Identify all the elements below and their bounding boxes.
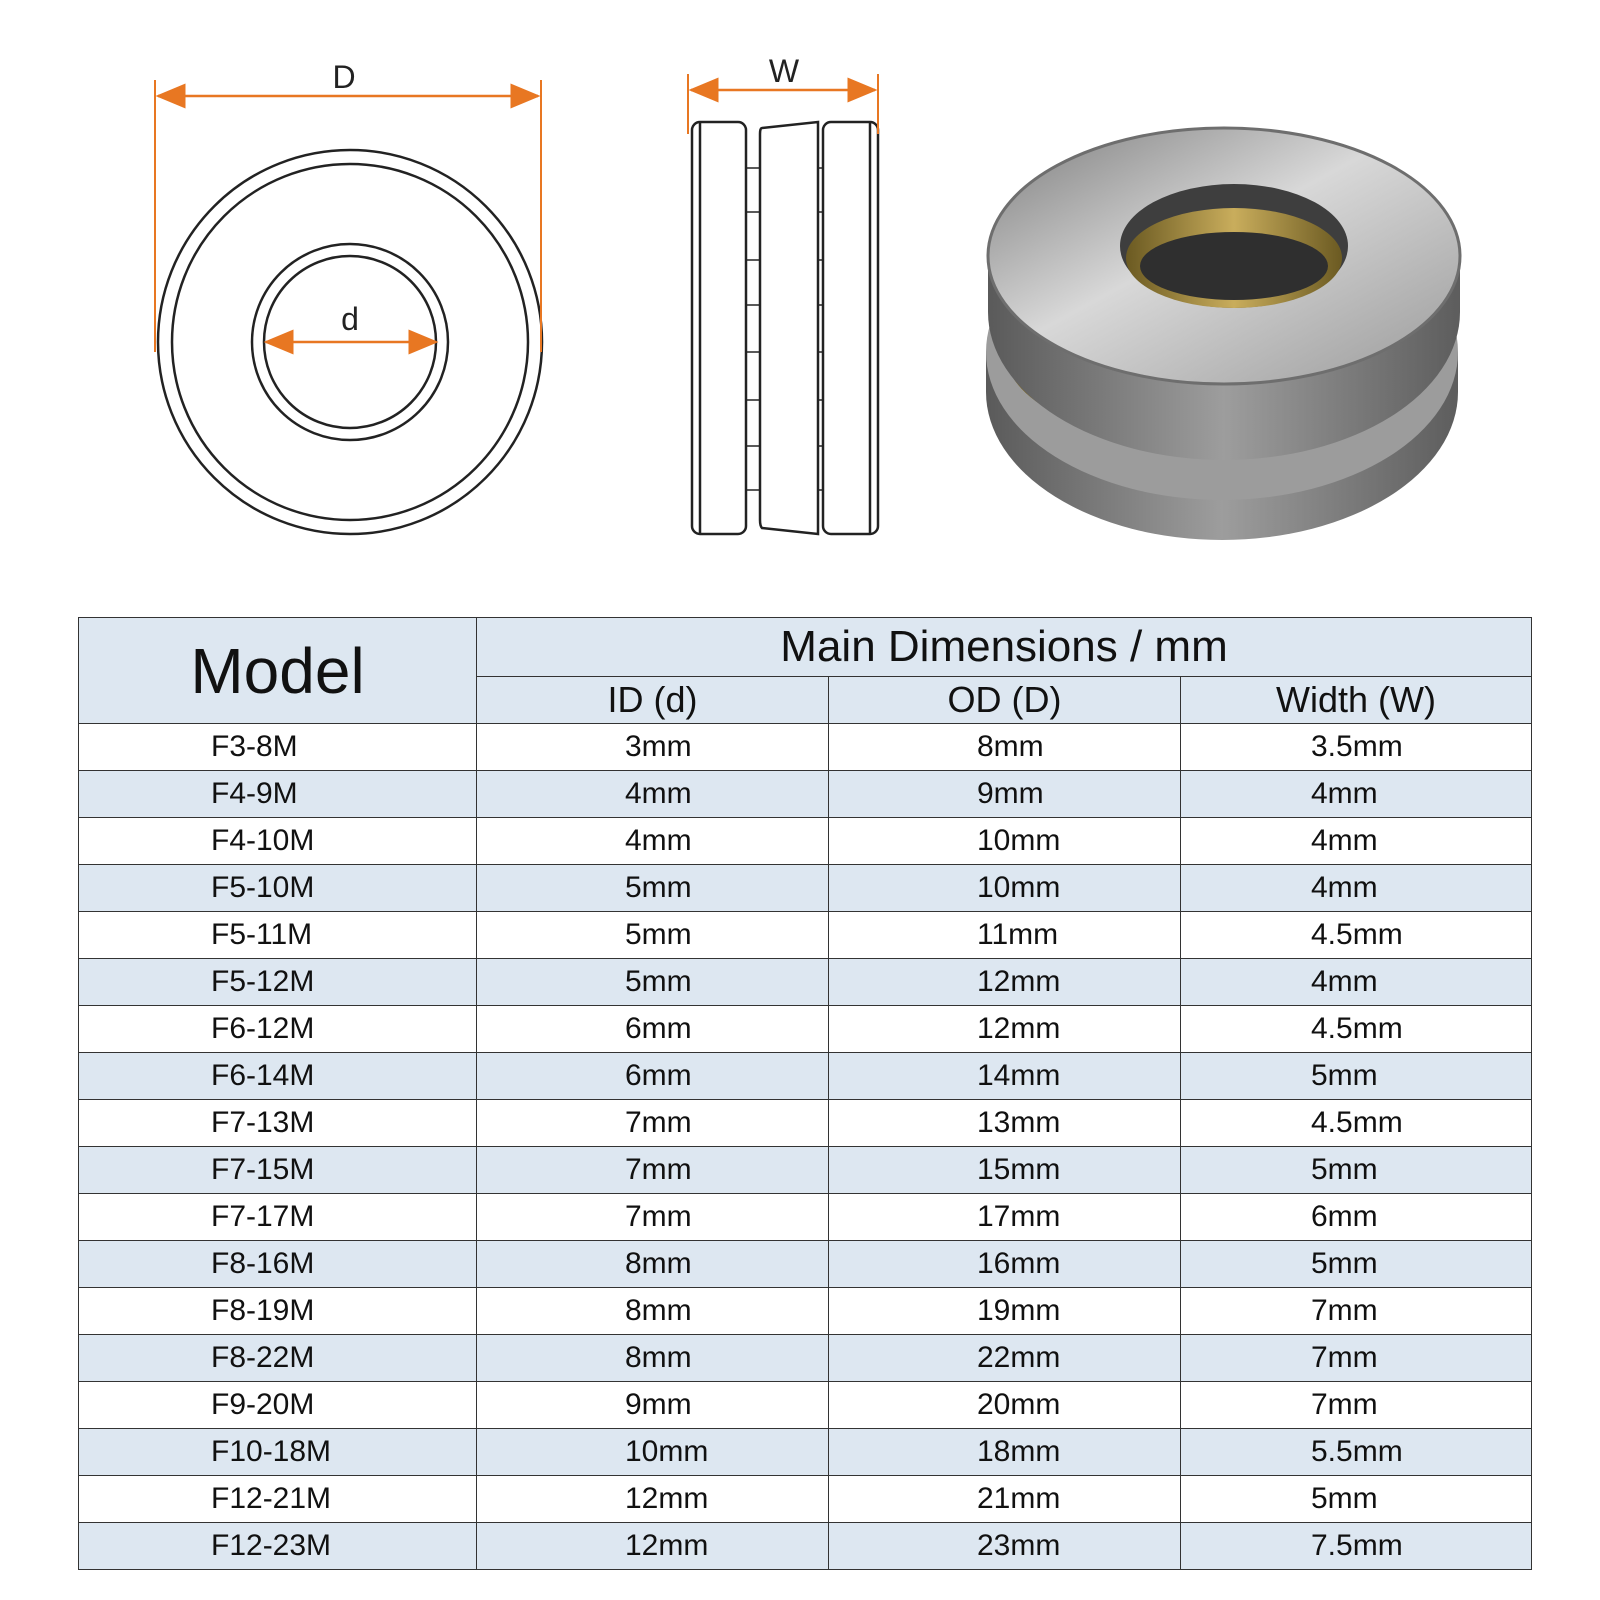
width-column-header: Width (W): [1181, 677, 1532, 724]
width-cell: 4mm: [1181, 959, 1532, 1006]
table-row: [79, 1194, 1532, 1241]
od-label: D: [332, 59, 356, 95]
dimensions-table: [78, 617, 1532, 1570]
model-cell: F8-19M: [79, 1288, 477, 1335]
od-cell: 9mm: [829, 771, 1181, 818]
id-cell: 12mm: [477, 1523, 829, 1570]
table-row: [79, 1053, 1532, 1100]
od-cell: 21mm: [829, 1476, 1181, 1523]
model-cell: F9-20M: [79, 1382, 477, 1429]
id-label: d: [341, 301, 359, 337]
table-row: [79, 912, 1532, 959]
model-cell: F7-15M: [79, 1147, 477, 1194]
width-cell: 5mm: [1181, 1476, 1532, 1523]
od-cell: 17mm: [829, 1194, 1181, 1241]
od-cell: 23mm: [829, 1523, 1181, 1570]
id-cell: 8mm: [477, 1241, 829, 1288]
model-cell: F5-10M: [79, 865, 477, 912]
id-cell: 5mm: [477, 912, 829, 959]
width-label: W: [768, 53, 800, 89]
id-cell: 6mm: [477, 1053, 829, 1100]
model-cell: F4-10M: [79, 818, 477, 865]
model-cell: F7-17M: [79, 1194, 477, 1241]
id-cell: 4mm: [477, 818, 829, 865]
model-cell: F7-13M: [79, 1100, 477, 1147]
table-row: [79, 1288, 1532, 1335]
width-cell: 5mm: [1181, 1053, 1532, 1100]
table-row: [79, 959, 1532, 1006]
od-cell: 13mm: [829, 1100, 1181, 1147]
model-cell: F6-14M: [79, 1053, 477, 1100]
front-view: [155, 59, 542, 534]
width-cell: 5mm: [1181, 1241, 1532, 1288]
od-cell: 16mm: [829, 1241, 1181, 1288]
width-cell: 4.5mm: [1181, 1006, 1532, 1053]
table-row: [79, 1382, 1532, 1429]
od-cell: 10mm: [829, 818, 1181, 865]
id-cell: 4mm: [477, 771, 829, 818]
side-view: [688, 74, 878, 534]
table-row: [79, 1523, 1532, 1570]
width-cell: 7mm: [1181, 1335, 1532, 1382]
od-cell: 22mm: [829, 1335, 1181, 1382]
id-cell: 8mm: [477, 1288, 829, 1335]
od-cell: 8mm: [829, 724, 1181, 771]
model-cell: F3-8M: [79, 724, 477, 771]
od-cell: 15mm: [829, 1147, 1181, 1194]
model-cell: F4-9M: [79, 771, 477, 818]
id-cell: 6mm: [477, 1006, 829, 1053]
main-dimensions-header: Main Dimensions / mm: [477, 618, 1532, 677]
table-row: [79, 865, 1532, 912]
model-cell: F8-22M: [79, 1335, 477, 1382]
width-cell: 4mm: [1181, 865, 1532, 912]
id-cell: 7mm: [477, 1194, 829, 1241]
od-cell: 18mm: [829, 1429, 1181, 1476]
id-cell: 7mm: [477, 1147, 829, 1194]
id-cell: 12mm: [477, 1476, 829, 1523]
id-cell: 8mm: [477, 1335, 829, 1382]
width-cell: 4.5mm: [1181, 912, 1532, 959]
width-cell: 3.5mm: [1181, 724, 1532, 771]
id-cell: 9mm: [477, 1382, 829, 1429]
bearing-diagrams: [0, 0, 1600, 600]
table-row: [79, 1429, 1532, 1476]
model-header: Model: [79, 618, 477, 724]
model-cell: F10-18M: [79, 1429, 477, 1476]
model-cell: F12-23M: [79, 1523, 477, 1570]
table-row: [79, 1006, 1532, 1053]
model-cell: F8-16M: [79, 1241, 477, 1288]
table-row: [79, 724, 1532, 771]
width-cell: 5mm: [1181, 1147, 1532, 1194]
width-cell: 4mm: [1181, 818, 1532, 865]
id-cell: 5mm: [477, 959, 829, 1006]
id-column-header: ID (d): [477, 677, 829, 724]
table-row: [79, 1241, 1532, 1288]
width-cell: 7mm: [1181, 1288, 1532, 1335]
table-row: [79, 771, 1532, 818]
model-cell: F5-11M: [79, 912, 477, 959]
model-cell: F6-12M: [79, 1006, 477, 1053]
width-cell: 4mm: [1181, 771, 1532, 818]
id-cell: 10mm: [477, 1429, 829, 1476]
width-cell: 7.5mm: [1181, 1523, 1532, 1570]
od-cell: 12mm: [829, 959, 1181, 1006]
id-cell: 7mm: [477, 1100, 829, 1147]
od-cell: 10mm: [829, 865, 1181, 912]
width-cell: 7mm: [1181, 1382, 1532, 1429]
od-cell: 20mm: [829, 1382, 1181, 1429]
model-cell: F12-21M: [79, 1476, 477, 1523]
id-cell: 5mm: [477, 865, 829, 912]
width-cell: 6mm: [1181, 1194, 1532, 1241]
od-cell: 14mm: [829, 1053, 1181, 1100]
width-cell: 4.5mm: [1181, 1100, 1532, 1147]
od-cell: 12mm: [829, 1006, 1181, 1053]
table-row: [79, 1100, 1532, 1147]
table-row: [79, 818, 1532, 865]
id-cell: 3mm: [477, 724, 829, 771]
od-column-header: OD (D): [829, 677, 1181, 724]
width-cell: 5.5mm: [1181, 1429, 1532, 1476]
od-cell: 11mm: [829, 912, 1181, 959]
model-cell: F5-12M: [79, 959, 477, 1006]
table-row: [79, 1147, 1532, 1194]
table-body: [79, 724, 1532, 1570]
table-row: [79, 1335, 1532, 1382]
od-cell: 19mm: [829, 1288, 1181, 1335]
bearing-photo: [986, 128, 1460, 540]
table-row: [79, 1476, 1532, 1523]
